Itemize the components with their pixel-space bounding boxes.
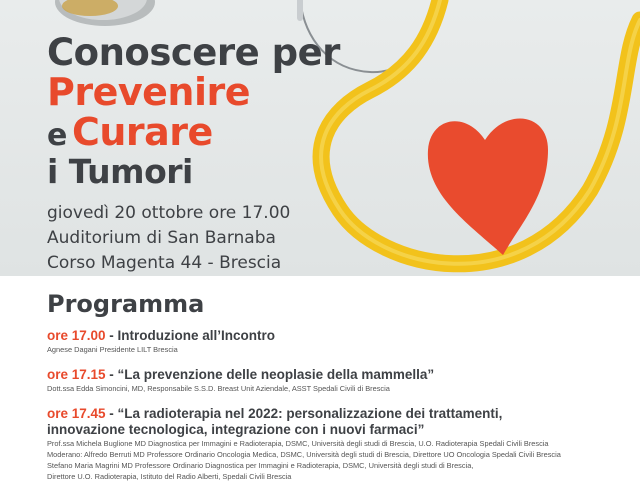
program-item-speaker: Direttore U.O. Radioterapia, Istituto del Radio Alberti, Spedali Civili Brescia — [47, 472, 292, 481]
title-line-4: i Tumori — [47, 152, 193, 191]
program-item — [47, 406, 627, 482]
program-item-title: - “La radioterapia nel 2022: personalizzazione dei trattamenti, — [105, 406, 503, 421]
program-item-speaker: Dott.ssa Edda Simoncini, MD, Responsabile S.S.D. Breast Unit Aziendale, ASST Spedali Civili di Brescia — [47, 384, 390, 393]
title-line-3 — [47, 110, 340, 154]
title-line-2: Prevenire — [47, 70, 250, 114]
program-item-speaker: Stefano Maria Magrini MD Professore Ordinario Diagnostica per Immagini e Radioterapia, DSMC, Università degli studi di Brescia, — [47, 461, 474, 470]
stethoscope-chestpiece-icon — [55, 0, 155, 26]
program-item-time: ore 17.45 — [47, 406, 106, 421]
program-item-head — [47, 328, 627, 344]
program-item — [47, 367, 627, 394]
program-item — [47, 328, 627, 355]
program-item-head — [47, 406, 627, 422]
program-item-title: - “La prevenzione delle neoplasie della mammella” — [105, 367, 435, 382]
program-item-time: ore 17.00 — [47, 328, 106, 343]
program-item-title-cont: innovazione tecnologica, integrazione con i nuovi farmaci” — [47, 422, 425, 437]
program-item-time: ore 17.15 — [47, 367, 106, 382]
program-section — [47, 290, 627, 494]
program-heading: Programma — [47, 290, 205, 318]
event-address: Corso Magenta 44 - Brescia — [47, 253, 282, 273]
title-line-3-word: Curare — [71, 110, 213, 154]
heart-icon — [428, 118, 548, 255]
event-venue: Auditorium di San Barnaba — [47, 228, 276, 248]
program-item-title: - Introduzione all’Incontro — [105, 328, 276, 343]
program-item-head — [47, 367, 627, 383]
program-item-speaker: Moderano: Alfredo Berruti MD Professore Ordinario Oncologia Medica, DSMC, Università degli studi di Brescia, Direttore UO Oncologia Spedali Civili Brescia — [47, 450, 561, 459]
title-line-3-prefix: e — [47, 118, 67, 153]
event-title — [47, 31, 340, 191]
program-item-speaker: Agnese Dagani Presidente LILT Brescia — [47, 345, 178, 354]
event-date: giovedì 20 ottobre ore 17.00 — [47, 203, 291, 223]
event-details — [47, 201, 290, 276]
title-line-1: Conoscere per — [47, 31, 340, 74]
program-item-speaker: Prof.ssa Michela Buglione MD Diagnostica per Immagini e Radioterapia, DSMC, Università degli studi di Brescia, U.O. Radioterapia Spedali Civili Brescia — [47, 439, 549, 448]
